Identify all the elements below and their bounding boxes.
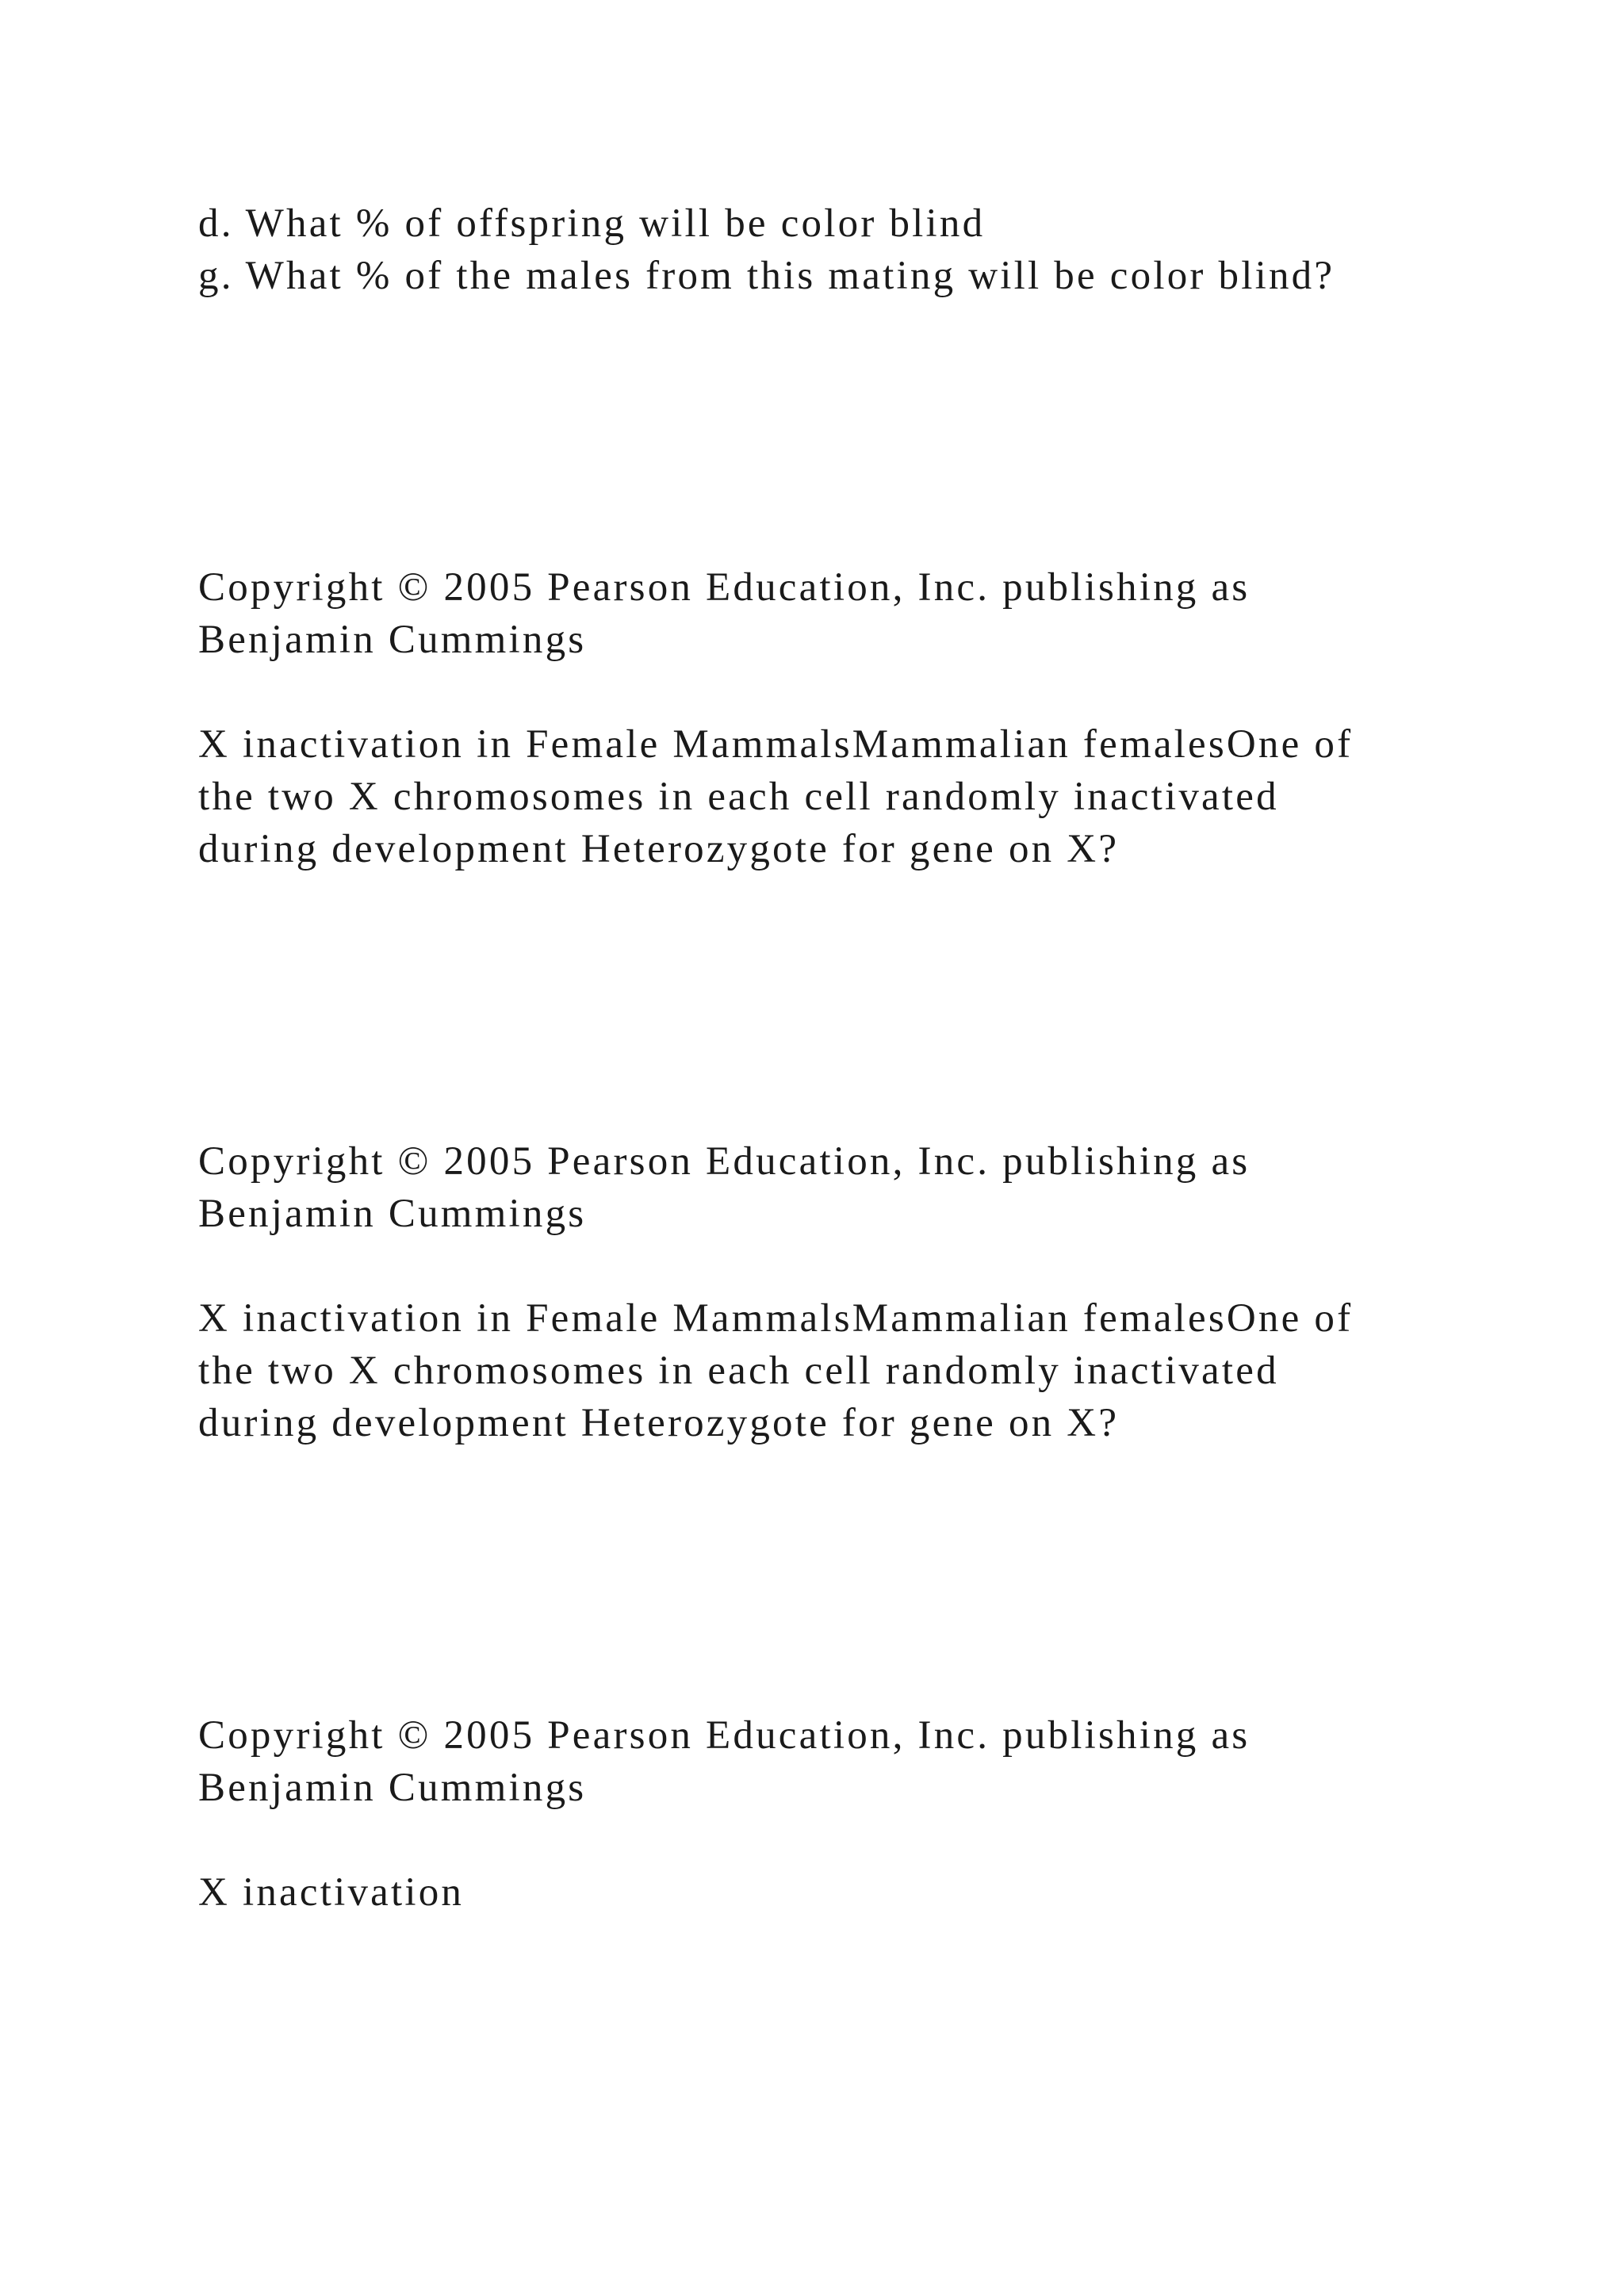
copyright-publisher: Benjamin Cummings — [198, 618, 587, 662]
copyright-publisher: Benjamin Cummings — [198, 1766, 587, 1810]
question-g: g. What % of the males from this mating will be color blind? — [198, 254, 1335, 298]
section-body-line: during development Heterozygote for gene on X? — [198, 827, 1120, 871]
question-d: d. What % of offspring will be color blind — [198, 201, 986, 246]
copyright-line: Copyright © 2005 Pearson Education, Inc. publishing as — [198, 1139, 1251, 1184]
copyright-publisher: Benjamin Cummings — [198, 1192, 587, 1236]
section-body-line: X inactivation in Female MammalsMammalian femalesOne of — [198, 1296, 1354, 1341]
section-body-line: X inactivation in Female MammalsMammalian femalesOne of — [198, 722, 1354, 767]
copyright-line: Copyright © 2005 Pearson Education, Inc. publishing as — [198, 1713, 1251, 1758]
section-body-line: X inactivation — [198, 1870, 465, 1915]
copyright-line: Copyright © 2005 Pearson Education, Inc. publishing as — [198, 565, 1251, 610]
section-body-line: the two X chromosomes in each cell randomly inactivated — [198, 1349, 1279, 1393]
section-body-line: during development Heterozygote for gene on X? — [198, 1401, 1120, 1445]
section-body-line: the two X chromosomes in each cell randomly inactivated — [198, 775, 1279, 819]
